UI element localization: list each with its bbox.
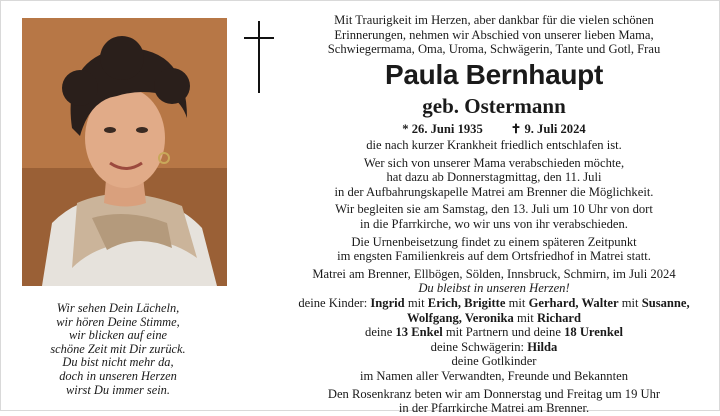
body-line: Wer sich von unserer Mama verabschieden möchte,	[363, 155, 625, 170]
rosary-line: in der Pfarrkirche Matrei am Brenner.	[398, 401, 590, 416]
intro-line: Schwiegermama, Oma, Uroma, Schwägerin, Tante und Gotl, Frau	[327, 42, 661, 57]
memorial-poem	[30, 302, 206, 397]
maiden-name: geb. Ostermann	[422, 94, 566, 118]
poem-line: wirst Du immer sein.	[66, 382, 170, 397]
closing-line: im Namen aller Verwandten, Freunde und Bekannten	[359, 368, 628, 383]
closing-line: deine Gotlkinder	[451, 354, 537, 369]
body-line: im engsten Familienkreis auf dem Ortsfriedhof in Matrei statt.	[337, 249, 651, 264]
children-line-2: Wolfgang, Veronika mit Richard	[406, 310, 582, 325]
grandchildren-line: deine 13 Enkel mit Partnern und deine 18 Urenkel	[365, 325, 623, 340]
portrait-photo	[22, 18, 227, 286]
body-line: hat dazu ab Donnerstagmittag, den 11. Juli	[386, 170, 602, 185]
notice-body	[282, 138, 706, 416]
poem-line: doch in unseren Herzen	[59, 368, 177, 383]
body-line: Die Urnenbeisetzung findet zu einem späteren Zeitpunkt	[351, 234, 637, 249]
body-line: in die Pfarrkirche, wo wir uns von ihr verabschieden.	[360, 216, 628, 231]
sister-in-law-line: deine Schwägerin: Hilda	[430, 339, 558, 354]
poem-line: wir hören Deine Stimme,	[56, 314, 180, 329]
death-date: ✝ 9. Juli 2024	[510, 122, 586, 136]
poem-line: Du bist nicht mehr da,	[62, 355, 174, 370]
poem-line: schöne Zeit mit Dir zurück.	[50, 341, 186, 356]
intro-line: Mit Traurigkeit im Herzen, aber dankbar für die vielen schönen	[334, 13, 654, 27]
place-date-line: Matrei am Brenner, Ellbögen, Sölden, Innsbruck, Schmirn, im Juli 2024	[312, 266, 676, 281]
body-line: Wir begleiten sie am Samstag, den 13. Juli um 10 Uhr von dort	[335, 202, 653, 217]
body-line: die nach kurzer Krankheit friedlich entschlafen ist.	[366, 138, 622, 152]
poem-line: Wir sehen Dein Lächeln,	[56, 301, 180, 315]
poem-line: wir blicken auf eine	[68, 328, 168, 343]
children-line: deine Kinder: Ingrid mit Erich, Brigitte mit Gerhard, Walter mit Susanne,	[298, 295, 690, 310]
deceased-name: Paula Bernhaupt	[385, 59, 603, 90]
intro-line: Erinnerungen, nehmen wir Abschied von unserer lieben Mama,	[334, 27, 654, 42]
life-dates	[282, 122, 706, 137]
birth-date: * 26. Juni 1935	[402, 122, 483, 136]
cross-icon	[244, 21, 274, 93]
body-line: in der Aufbahrungskapelle Matrei am Brenner die Möglichkeit.	[334, 184, 654, 199]
rosary-line: Den Rosenkranz beten wir am Donnerstag und Freitag um 19 Uhr	[327, 386, 661, 401]
heart-line: Du bleibst in unseren Herzen!	[418, 281, 570, 296]
intro-block	[282, 13, 706, 57]
